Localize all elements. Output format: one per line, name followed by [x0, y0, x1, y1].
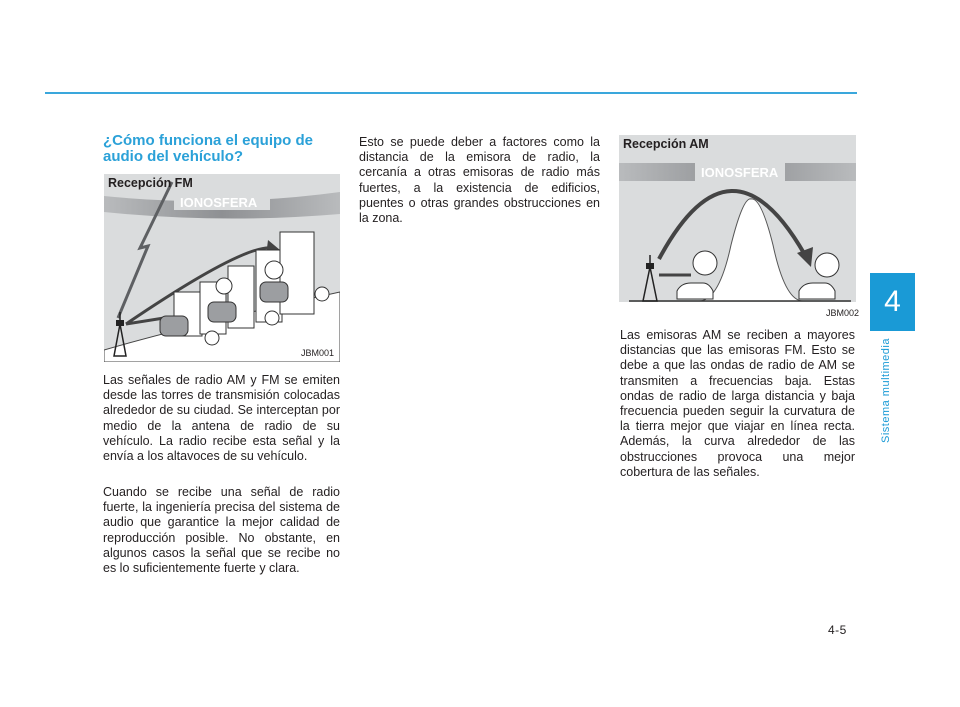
section-heading: ¿Cómo funciona el equipo de audio del vehículo? [103, 132, 313, 165]
radio-tower-icon [643, 255, 657, 301]
top-rule [45, 92, 857, 94]
hill [699, 199, 803, 301]
page-number: 4-5 [828, 623, 847, 637]
signal-arrowhead [797, 247, 813, 267]
ionosphere-label: IONOSFERA [701, 165, 779, 180]
paragraph-am-reception: Las emisoras AM se reciben a mayores distancias que las emisoras FM. Esto se debe a que las ondas de radio de AM se transmiten a frecuencias baja. Estas ondas de radio de larga distancia y baja frecuencia pueden seguir la curvatura de la tierra mejor que viajar en línea recta. Además, la curva alrededor de las obstrucciones provoca una mejor cobertura de las señales. [620, 328, 855, 479]
figure-am-title: Recepción AM [623, 137, 709, 151]
figure-fm-code: JBM001 [300, 348, 334, 358]
figure-am-code: JBM002 [826, 308, 860, 318]
fm-illustration [104, 174, 340, 362]
paragraph-interference-causes: Esto se puede deber a factores como la distancia de la emisora de radio, la cercanía a otras emisoras de radio más fuertes, a la existencia de edificios, puentes o otras grandes obstrucciones en la zona. [359, 135, 600, 226]
figure-fm-reception [104, 174, 340, 362]
paragraph-signal-quality: Cuando se recibe una señal de radio fuerte, la ingeniería precisa del sistema de audio que garantice la mejor calidad de reproducción posible. No obstante, en algunos casos la señal que se recibe no es lo suficientemente fuerte y clara. [103, 485, 340, 576]
ionosphere-label: IONOSFERA [180, 195, 258, 210]
paragraph-signals-broadcast: Las señales de radio AM y FM se emiten desde las torres de transmisión colocadas alrededor de su ciudad. Se interceptan por medio de la antena de radio de su vehículo. La radio recibe esta señal y la envía a los altavoces de su vehículo. [103, 373, 340, 464]
chapter-tab: 4 [870, 273, 915, 331]
figure-fm-title: Recepción FM [108, 176, 193, 190]
figure-am-reception [619, 135, 856, 302]
chapter-title: Sistema multimedia [880, 338, 892, 443]
am-illustration [619, 135, 856, 302]
